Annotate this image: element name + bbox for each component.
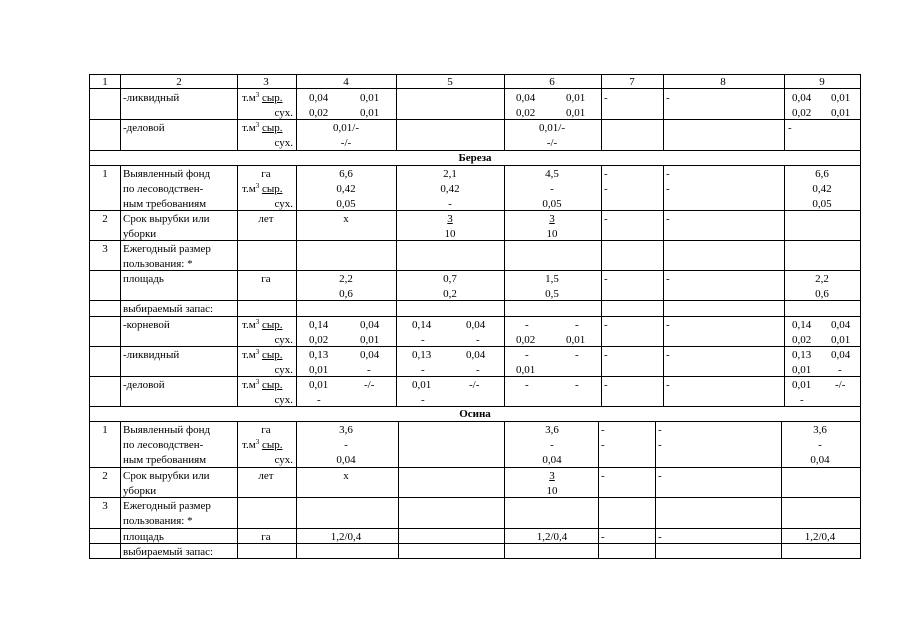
row-label: выбираемый запас:	[123, 546, 214, 558]
column-header: 1	[102, 76, 108, 88]
unit-cell: лет	[258, 470, 274, 482]
unit-cell: га	[261, 168, 271, 180]
row-divider	[89, 240, 861, 241]
column-divider	[296, 165, 297, 406]
unit-cell: га	[261, 531, 271, 543]
row-divider	[89, 210, 861, 211]
data-cell: 0,02	[516, 107, 536, 119]
data-cell: 0,04	[831, 319, 851, 331]
data-cell: 0,01	[566, 92, 586, 104]
data-cell: 3,6	[813, 424, 827, 436]
data-cell: -	[601, 470, 605, 482]
unit-cell: $т.м^3$ сыр.	[242, 182, 283, 195]
column-divider	[655, 421, 656, 558]
data-cell: -	[476, 364, 480, 376]
column-header: 7	[629, 76, 635, 88]
column-divider	[663, 165, 664, 406]
data-cell: 0,05	[542, 198, 562, 210]
unit-cell: га	[261, 424, 271, 436]
data-cell: 0,01	[566, 107, 586, 119]
row-divider	[89, 346, 861, 347]
column-divider	[296, 74, 297, 150]
data-cell: 0,02	[792, 334, 812, 346]
unit-cell: сух.	[274, 364, 293, 376]
column-header: 4	[343, 76, 349, 88]
data-cell: 0,2	[443, 288, 457, 300]
data-cell: -	[666, 92, 670, 104]
data-cell: 0,04	[831, 349, 851, 361]
row-divider	[89, 316, 861, 317]
data-cell: -	[448, 198, 452, 210]
row-number: 2	[102, 213, 108, 225]
data-cell: -	[666, 379, 670, 391]
data-cell: -	[788, 122, 792, 134]
column-divider	[396, 74, 397, 150]
column-divider	[396, 165, 397, 406]
row-divider	[89, 406, 861, 407]
data-cell: -/-	[340, 137, 352, 149]
data-cell: 0,04	[360, 349, 380, 361]
column-header: 2	[176, 76, 182, 88]
row-label: Выявленный фонд	[123, 168, 211, 180]
section-title-osina: Осина	[459, 408, 491, 420]
data-cell: -	[658, 439, 662, 451]
row-label: -ликвидный	[123, 349, 180, 361]
row-label: -деловой	[123, 379, 165, 391]
table-left-border	[89, 74, 90, 559]
row-label: -деловой	[123, 122, 165, 134]
column-divider	[601, 165, 602, 406]
data-cell: -	[604, 213, 608, 225]
row-divider	[89, 376, 861, 377]
data-cell: -	[604, 168, 608, 180]
data-cell: 1,2/0,4	[330, 531, 362, 543]
column-divider	[598, 421, 599, 558]
section-title-bereza: Береза	[458, 152, 492, 164]
data-cell: 0,6	[815, 288, 829, 300]
data-cell: -	[666, 319, 670, 331]
data-cell: 3,6	[339, 424, 353, 436]
data-cell: -	[525, 319, 529, 331]
data-cell: -	[421, 394, 425, 406]
unit-cell: сух.	[274, 454, 293, 466]
data-cell: -	[601, 531, 605, 543]
data-cell: -	[421, 334, 425, 346]
data-cell: 0,04	[516, 92, 536, 104]
row-label: по лесоводствен-	[123, 183, 204, 195]
unit-cell: га	[261, 273, 271, 285]
column-divider	[784, 74, 785, 150]
unit-cell: $т.м^3$ сыр.	[242, 378, 283, 391]
data-cell: 10	[546, 228, 558, 240]
data-cell: -/-	[469, 379, 480, 391]
data-cell: 0,04	[542, 454, 562, 466]
data-cell: -	[550, 439, 554, 451]
data-cell: -	[601, 424, 605, 436]
row-label: пользования: *	[123, 515, 193, 527]
row-number: 1	[102, 168, 108, 180]
row-label: -корневой	[123, 319, 170, 331]
column-divider	[601, 74, 602, 150]
data-cell: 0,01	[309, 364, 329, 376]
data-cell: -	[604, 183, 608, 195]
data-cell: 0,13	[309, 349, 329, 361]
row-label: Срок вырубки или	[123, 213, 210, 225]
data-cell: 3	[549, 470, 555, 482]
column-divider	[504, 165, 505, 406]
data-cell: -	[421, 364, 425, 376]
unit-cell: сух.	[274, 394, 293, 406]
data-cell: 0,01	[566, 334, 586, 346]
column-divider	[237, 165, 238, 406]
row-label: Выявленный фонд	[123, 424, 211, 436]
data-cell: -	[525, 349, 529, 361]
data-cell: 0,04	[309, 92, 329, 104]
data-cell: 0,14	[412, 319, 432, 331]
data-cell: 3	[447, 213, 453, 225]
data-cell: 0,01	[792, 364, 812, 376]
column-divider	[663, 74, 664, 150]
data-cell: 6,6	[339, 168, 353, 180]
data-cell: 0,02	[309, 334, 329, 346]
data-cell: 0,13	[792, 349, 812, 361]
data-cell: -	[317, 394, 321, 406]
data-cell: -	[550, 183, 554, 195]
data-cell: 2,1	[443, 168, 457, 180]
column-divider	[120, 74, 121, 150]
unit-cell: $т.м^3$ сыр.	[242, 438, 283, 451]
row-label: уборки	[123, 228, 157, 240]
data-cell: 0,04	[466, 349, 486, 361]
data-cell: x	[343, 213, 349, 225]
data-cell: 0,01	[831, 107, 851, 119]
data-cell: 10	[444, 228, 456, 240]
unit-cell: сух.	[274, 137, 293, 149]
column-divider	[296, 421, 297, 558]
row-number: 1	[102, 424, 108, 436]
data-cell: 0,01/-	[333, 122, 359, 134]
row-divider	[89, 528, 861, 529]
column-header: 5	[447, 76, 453, 88]
data-cell: -	[525, 379, 529, 391]
data-cell: 1,2/0,4	[536, 531, 568, 543]
data-cell: 0,01	[792, 379, 812, 391]
row-number: 3	[102, 243, 108, 255]
row-label: Ежегодный размер	[123, 243, 211, 255]
data-cell: 0,01	[831, 334, 851, 346]
data-cell: -	[601, 439, 605, 451]
column-divider	[784, 165, 785, 406]
row-label: пользования: *	[123, 258, 193, 270]
data-cell: 0,01	[360, 107, 380, 119]
data-cell: 0,01/-	[539, 122, 565, 134]
data-cell: 0,14	[309, 319, 329, 331]
unit-cell: лет	[258, 213, 274, 225]
data-cell: -	[818, 439, 822, 451]
data-cell: 0,6	[339, 288, 353, 300]
data-cell: 6,6	[815, 168, 829, 180]
row-divider	[89, 543, 861, 544]
column-divider	[398, 421, 399, 558]
data-cell: 0,04	[466, 319, 486, 331]
data-cell: 0,7	[443, 273, 457, 285]
row-divider	[89, 497, 861, 498]
row-label: площадь	[123, 273, 164, 285]
row-label: выбираемый запас:	[123, 303, 214, 315]
column-header: 9	[819, 76, 825, 88]
data-cell: -	[658, 424, 662, 436]
unit-cell: $т.м^3$ сыр.	[242, 121, 283, 134]
data-cell: -	[658, 531, 662, 543]
data-cell: -	[604, 273, 608, 285]
data-cell: 0,05	[812, 198, 832, 210]
row-divider	[89, 300, 861, 301]
column-divider	[237, 421, 238, 558]
data-cell: 1,2/0,4	[804, 531, 836, 543]
row-divider	[89, 467, 861, 468]
column-divider	[781, 421, 782, 558]
data-cell: -	[604, 349, 608, 361]
data-cell: -/-	[835, 379, 846, 391]
row-divider	[89, 421, 861, 422]
column-divider	[120, 165, 121, 406]
data-cell: -	[800, 394, 804, 406]
data-cell: 0,01	[831, 92, 851, 104]
data-cell: 0,14	[792, 319, 812, 331]
data-cell: -	[666, 183, 670, 195]
data-cell: 0,02	[792, 107, 812, 119]
data-cell: 0,13	[412, 349, 432, 361]
data-cell: -	[575, 379, 579, 391]
row-divider	[89, 119, 861, 120]
table-top-border	[89, 74, 861, 75]
data-cell: -	[838, 364, 842, 376]
row-divider	[89, 88, 861, 89]
column-divider	[237, 74, 238, 150]
data-cell: 0,01	[412, 379, 432, 391]
row-number: 2	[102, 470, 108, 482]
unit-cell: сух.	[274, 198, 293, 210]
data-cell: 0,04	[792, 92, 812, 104]
data-cell: 0,01	[516, 364, 536, 376]
data-cell: -	[575, 349, 579, 361]
data-cell: -/-	[364, 379, 375, 391]
data-cell: 0,04	[360, 319, 380, 331]
data-cell: -	[476, 334, 480, 346]
row-label: Ежегодный размер	[123, 500, 211, 512]
data-cell: -	[604, 319, 608, 331]
data-cell: 0,01	[360, 92, 380, 104]
unit-cell: $т.м^3$ сыр.	[242, 318, 283, 331]
data-cell: 0,5	[545, 288, 559, 300]
data-cell: -	[575, 319, 579, 331]
data-cell: -	[604, 92, 608, 104]
data-cell: -/-	[546, 137, 558, 149]
data-cell: 3,6	[545, 424, 559, 436]
row-label: площадь	[123, 531, 164, 543]
column-header: 6	[549, 76, 555, 88]
data-cell: -	[344, 439, 348, 451]
column-divider	[504, 74, 505, 150]
row-label: Срок вырубки или	[123, 470, 210, 482]
data-cell: -	[604, 379, 608, 391]
column-divider	[504, 421, 505, 558]
unit-cell: сух.	[274, 107, 293, 119]
column-header: 8	[720, 76, 726, 88]
data-cell: -	[658, 470, 662, 482]
data-cell: -	[666, 168, 670, 180]
data-cell: 1,5	[545, 273, 559, 285]
row-label: по лесоводствен-	[123, 439, 204, 451]
data-cell: 0,02	[309, 107, 329, 119]
unit-cell: сух.	[274, 334, 293, 346]
table-bottom-border	[89, 558, 861, 559]
row-label: ным требованиям	[123, 454, 207, 466]
row-divider	[89, 150, 861, 151]
column-divider	[120, 421, 121, 558]
data-cell: 0,05	[336, 198, 356, 210]
data-cell: 2,2	[815, 273, 829, 285]
unit-cell: $т.м^3$ сыр.	[242, 348, 283, 361]
data-cell: -	[666, 349, 670, 361]
data-cell: 10	[546, 485, 558, 497]
data-cell: 0,01	[360, 334, 380, 346]
row-divider	[89, 165, 861, 166]
data-cell: 0,04	[810, 454, 830, 466]
data-cell: -	[666, 273, 670, 285]
row-label: -ликвидный	[123, 92, 180, 104]
data-cell: -	[367, 364, 371, 376]
data-cell: 0,01	[309, 379, 329, 391]
table-right-border	[860, 74, 861, 559]
data-cell: 2,2	[339, 273, 353, 285]
row-label: уборки	[123, 485, 157, 497]
row-divider	[89, 270, 861, 271]
data-cell: 0,04	[336, 454, 356, 466]
data-cell: -	[666, 213, 670, 225]
data-cell: 0,42	[812, 183, 832, 195]
data-cell: 0,42	[336, 183, 356, 195]
column-header: 3	[263, 76, 269, 88]
data-cell: x	[343, 470, 349, 482]
data-cell: 4,5	[545, 168, 559, 180]
data-cell: 3	[549, 213, 555, 225]
unit-cell: $т.м^3$ сыр.	[242, 91, 283, 104]
data-cell: 0,42	[440, 183, 460, 195]
row-label: ным требованиям	[123, 198, 207, 210]
data-cell: 0,02	[516, 334, 536, 346]
row-number: 3	[102, 500, 108, 512]
